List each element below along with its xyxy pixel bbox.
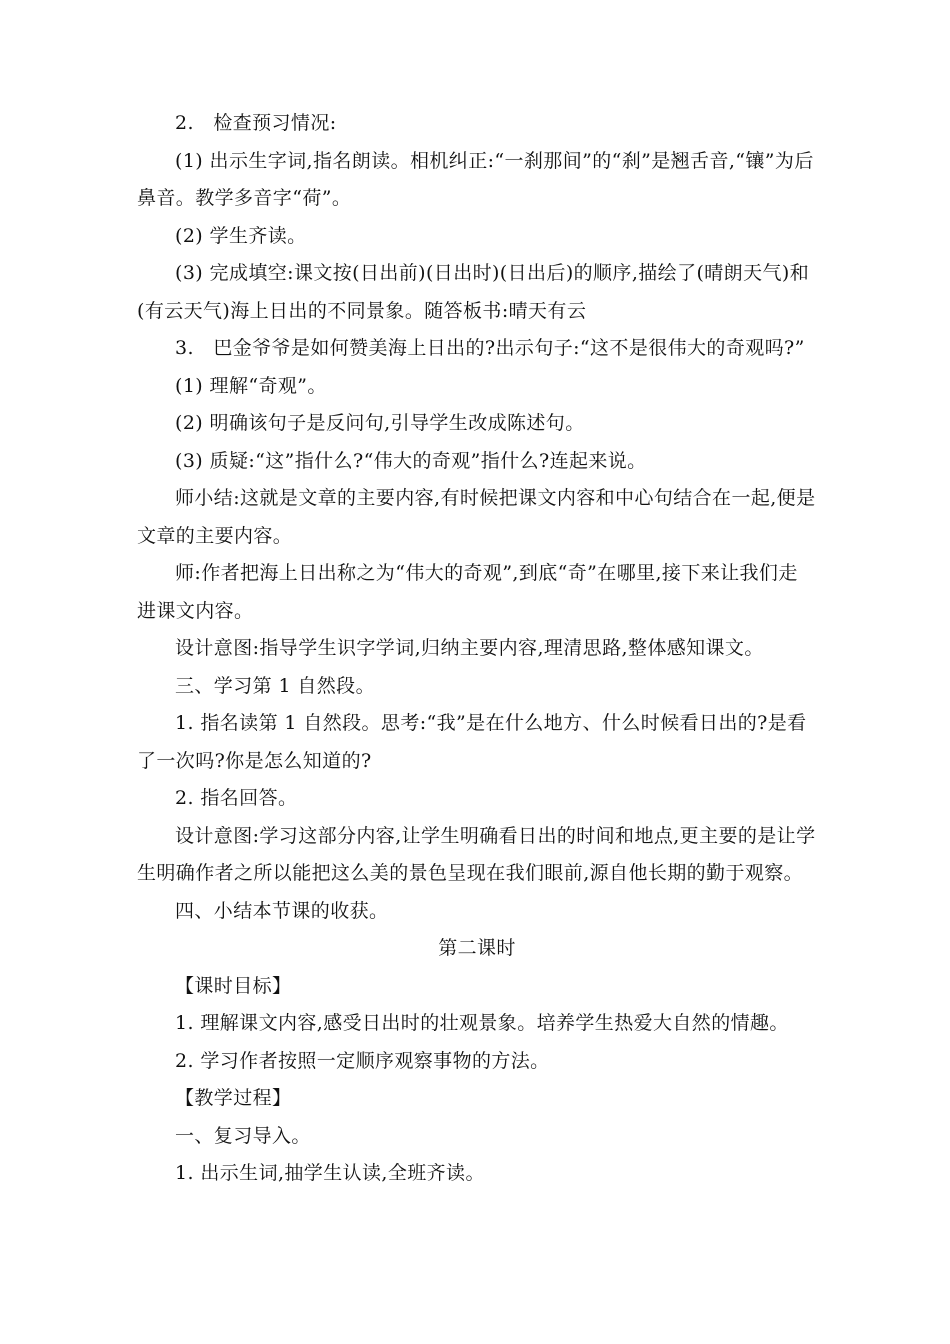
- paragraph: 3. 巴金爷爷是如何赞美海上日出的?出示句子:“这不是很伟大的奇观吗?”: [175, 337, 805, 359]
- paragraph: 设计意图:指导学生识字学词,归纳主要内容,理清思路,整体感知课文。: [175, 637, 764, 659]
- paragraph: 2. 学习作者按照一定顺序观察事物的方法。: [175, 1049, 550, 1072]
- paragraph: 【教学过程】: [175, 1087, 292, 1109]
- paragraph: 设计意图:学习这部分内容,让学生明确看日出的时间和地点,更主要的是让学生明确作者之所以能把这么美的景色呈现在我们眼前,源自他长期的勤于观察。: [137, 824, 816, 884]
- paragraph: (2) 学生齐读。: [175, 224, 307, 247]
- paragraph: 师小结:这就是文章的主要内容,有时候把课文内容和中心句结合在一起,便是文章的主要内容。: [137, 487, 816, 547]
- paragraph: 2. 指名回答。: [175, 787, 298, 809]
- paragraph: 四、小结本节课的收获。: [175, 899, 389, 922]
- paragraph: 1. 指名读第 1 自然段。思考:“我”是在什么地方、什么时候看日出的?是看了一次吗?你是怎么知道的?: [137, 712, 807, 772]
- paragraph: 师:作者把海上日出称之为“伟大的奇观”,到底“奇”在哪里,接下来让我们走进课文内容。: [137, 562, 798, 622]
- paragraph: (2) 明确该句子是反问句,引导学生改成陈述句。: [175, 412, 585, 434]
- paragraph: (1) 出示生字词,指名朗读。相机纠正:“一刹那间”的“刹”是翘舌音,“镶”为后鼻音。教学多音字“荷”。: [137, 149, 814, 209]
- paragraph: (1) 理解“奇观”。: [175, 374, 327, 397]
- paragraph: (3) 完成填空:课文按(日出前)(日出时)(日出后)的顺序,描绘了(晴朗天气)和(有云天气)海上日出的不同景象。随答板书:晴天有云: [137, 262, 810, 322]
- paragraph: 三、学习第 1 自然段。: [175, 674, 375, 697]
- paragraph: 【课时目标】: [175, 974, 292, 997]
- paragraph: 2. 检查预习情况:: [175, 112, 337, 134]
- paragraph: (3) 质疑:“这”指什么?“伟大的奇观”指什么?连起来说。: [175, 449, 647, 472]
- paragraph: 1. 出示生词,抽学生认读,全班齐读。: [175, 1162, 485, 1184]
- paragraph: 1. 理解课文内容,感受日出时的壮观景象。培养学生热爱大自然的情趣。: [175, 1012, 789, 1034]
- document-body: [137, 105, 817, 1193]
- paragraph: 一、复习导入。: [175, 1124, 311, 1147]
- section-title: 第二课时: [438, 937, 516, 959]
